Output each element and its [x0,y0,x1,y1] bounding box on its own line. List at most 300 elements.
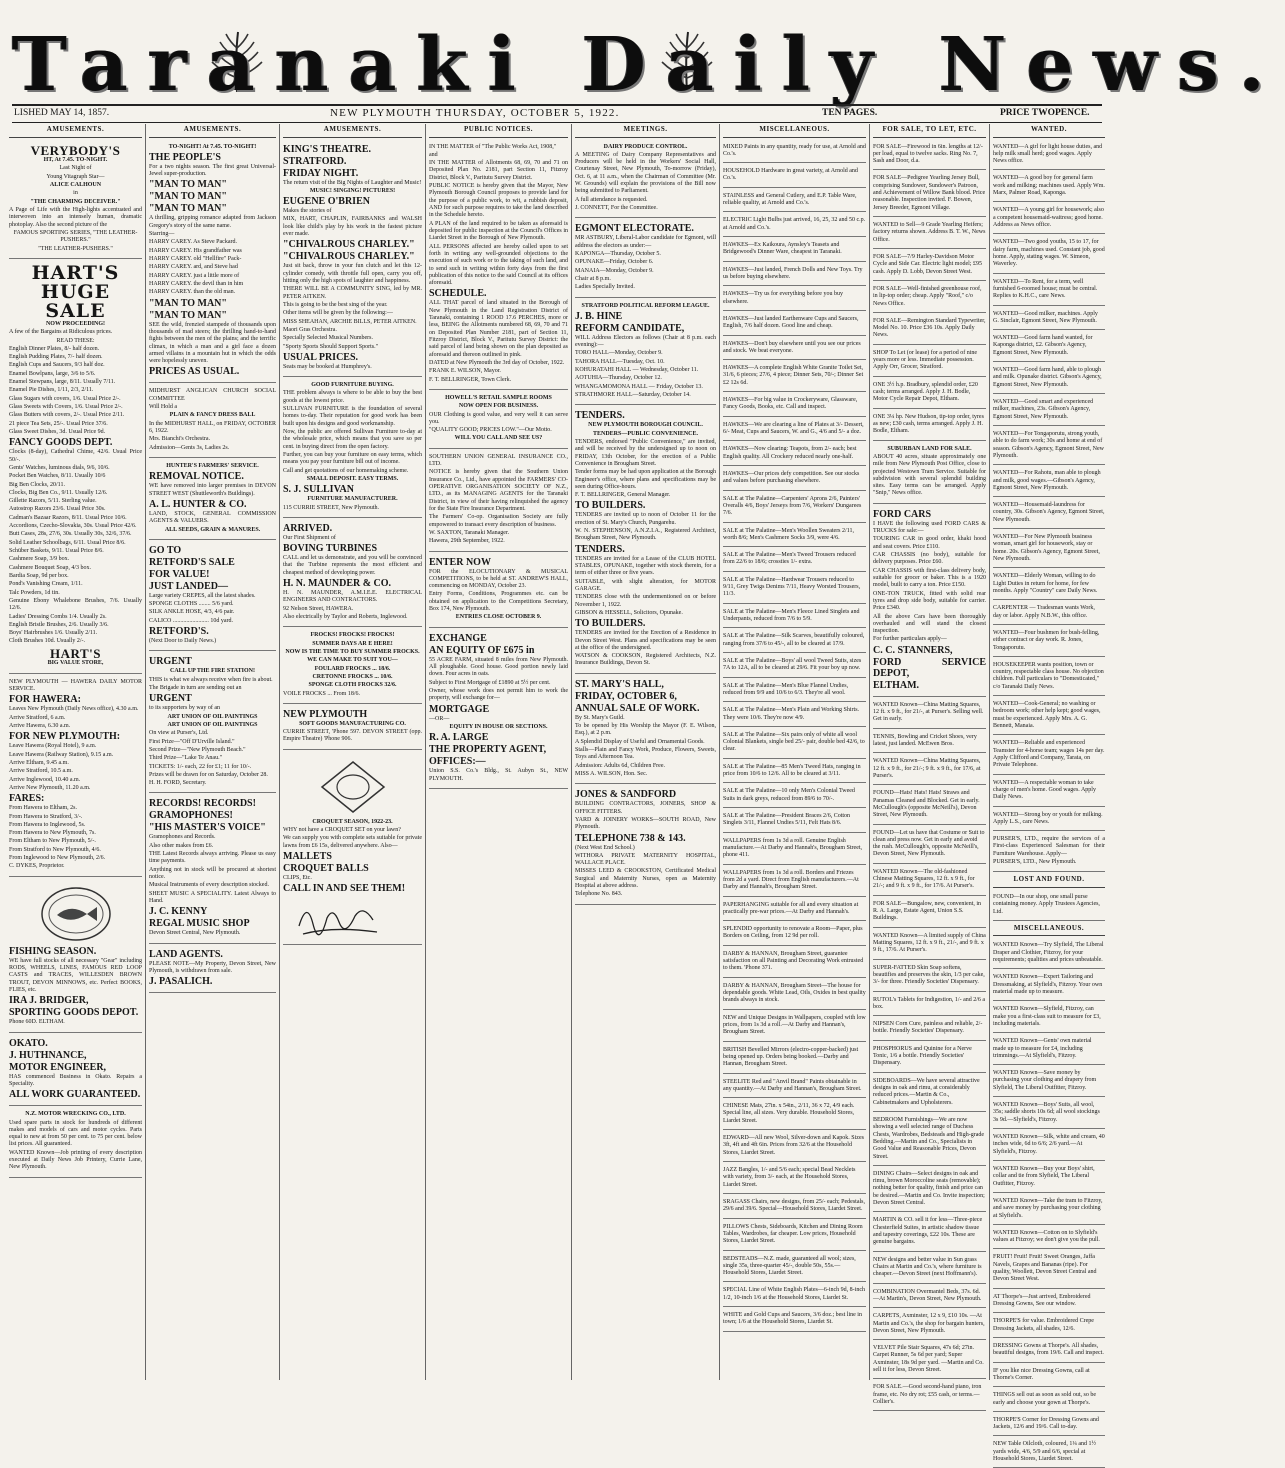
ad-line: THE Latest Records always arriving. Please us easy time payments. [149,851,276,865]
ad-line: Makes the stories of [283,208,332,215]
ad-line: J. B. HINE [575,310,623,322]
ad-line: From Hawera to New Plymouth, 7s. [9,830,96,837]
ad-line: Leaves New Plymouth (Daily News office), 4.30 a.m. [9,706,139,713]
ad-line: 115 CURRIE STREET, New Plymouth. [283,504,379,511]
classified-item: WANTED Known—Expert Tailoring and Dressmaking, at Slyfield's, Fitzroy. Your own material made up to measure. [993,971,1105,1001]
ad-line: By St. Mary's Guild. [575,714,625,721]
ad-line: YARD & JOINERY WORKS—SOUTH ROAD, New Plymouth. [575,816,716,831]
ad-line: MISSES LEED & CROOKSTON, Certificated Medical Surgical and Maternity Nurses, open as Maternity Hospital at above address. [575,868,716,890]
ad-line: Owner, whose work does not permit him to work the property, will exchange for— [429,687,568,702]
ad-line: in [73,190,78,197]
notice-insurance [429,451,568,552]
ad-line: Arrive New Plymouth, 11.20 a.m. [9,784,91,791]
ad-line: MUSIC! SINGING! PICTURES! [309,187,396,194]
ad-exchange [429,630,568,789]
ad-line: CALL IN AND SEE THEM! [283,883,406,895]
ad-line: LAND, STOCK, GENERAL COMMISSION AGENTS & VALUERS. [149,510,276,525]
classified-item: STAINLESS and General Cutlery, and E.P. Table Ware, reliable quality, at Arnold and Co.'s. [723,190,866,213]
ad-line: HARRY CAREY. As Steve Packard. [149,239,238,246]
column-7 [870,124,990,1406]
ad-anglican-ball [149,385,276,458]
classified-item: AT Thorpe's—Just arrived, Embroidered Dressing Gowns, See our window. [993,1291,1105,1314]
ad-line: From Hawera to Stratford, 3/-. [9,813,83,820]
ad-line: NOTICE is hereby given that the Southern Union Insurance Co., Ltd., have appointed the FARMERS' CO-OPERATIVE ORGANISATION SOCIETY OF N.Z., LTD., as its MANAGING AGENTS for the Taranaki District, in view of their having relinquished the agency for the State Fire Insurance Department. [429,469,568,512]
classified-item: SIDEBOARDS—We have several attractive designs in oak and rimu, at considerably reduced prices.—Martin & Co., Cabinetmakers and Upholsterers. [873,1075,986,1112]
ad-hunters-service [149,460,276,540]
ad-line: For further particulars apply— [873,636,947,643]
ad-line: HARRY CAREY. than the old man. [149,289,236,296]
ad-line: SOFT GOODS MANUFACTURING CO. [299,720,406,727]
ad-line: HOWELL'S RETAIL SAMPLE ROOMS [445,394,552,401]
ad-line: ST. MARY'S HALL, [575,678,664,690]
lost-found-list [993,891,1105,921]
classified-item: CHINESE Mats, 27in. x 54in., 2/11, 36 x 72, 4/9 each. Special line, all sizes. Very durable. Household Stores, Liardet Street. [723,1100,866,1130]
ad-line: On view at Purser's, Ltd. [149,730,209,737]
ad-line: ONE-TON TRUCK, fitted with solid rear tyres and drop side body, suitable for carrier. Price £340. [873,590,986,612]
ad-line: SUBURBAN LAND FOR SALE. [887,445,972,452]
ad-line: FANCY GOODS DEPT. [9,437,113,449]
ad-line: FOULARD FROCKS ... 18/6. [314,665,391,672]
ad-line: TENDERS are invited for the Erection of a Residence in Devon Street West. Plans and specifications may be seen at the office of the undersigned. [575,630,716,651]
classified-item: MIXED Paints in any quantity, ready for use, at Arnold and Co.'s. [723,141,866,164]
classified-item: WANTED Known—The old-fashioned Chinese Matting Squares, 12 ft. x 9 ft., for 21/-; and 9 ft. x 9 ft., for 17/6. At Purser's. [873,866,986,896]
ad-line: THE PEOPLE'S [149,151,221,163]
ad-line: WE have full stocks of all necessary "Gear" including RODS, WHEELS, LINES, FAMOUS RED LOOP CASTS and TRACES, WILLESDEN BROWN TROUT, DEVON MINNOWS, etc. Perfect BOOKS, FLIES, etc. [9,957,142,993]
ad-line: WILL Address Electors as follows (Chair at 8 p.m. each evening):— [575,334,716,349]
ad-line: TENDERS. [575,410,625,422]
ad-line: Young Vitagraph Star— [46,173,105,180]
ad-line: MANAIA—Monday, October 9. [575,267,654,274]
column-4 [426,124,572,1380]
classified-item: HAWKES—Just landed Earthenware Cups and Saucers, English, 7/6 half dozen. Good line and cheap. [723,313,866,336]
ad-line: Telephone No. 843. [575,891,623,898]
classified-item: SALE at The Palatine—Men's Fleece Lined Singlets and Underpants, reduced from 7/6 to 5/9. [723,606,866,629]
ad-line: C. C. STANNERS, [873,644,953,656]
ad-line: First Prize—"Off D'Urville Island." [149,738,235,745]
ad-line: TENDERS close with the undermentioned on or before November 1, 1922. [575,594,716,608]
ad-motor-service [9,676,142,877]
ad-line: WILL YOU CALL AND SEE US? [454,435,543,442]
classified-item: WANTED Known—Gents' own material made up to measure for £4, including trimmings.—At Slyfield's, Fitzroy. [993,1035,1105,1065]
ad-line: I HAVE the following used FORD CARS & TRUCKS for sale:— [873,520,986,535]
classified-item: FOR SALE—Bungalow, new, convenient, in R. A. Large, Estate Agent, Union S.S. Buildings. [873,898,986,928]
ad-line: PLEASE NOTE—My Property, Devon Street, New Plymouth, is withdrawn from sale. [149,960,276,974]
ad-line: FRIDAY NIGHT. [283,167,359,179]
ad-line: CAR CHASSIS with first-class delivery body, suitable for grocer or baker. This is a 1920 model, built to carry a ton. Price £150. [873,567,986,589]
ad-line: PLAIN & FANCY DRESS BALL [169,412,256,419]
classified-item: VELVET Pile Stair Squares, 47s 6d; 27in. Carpet Runner, 5s 6d per yard; Super Axminster, 18s 9d per yard. —Martin and Co. sell it for less, Devon Street. [873,1342,986,1379]
ad-line: NEW PLYMOUTH — HAWERA DAILY MOTOR SERVICE. [9,678,142,693]
ad-line: FAMOUS SPORTING SERIES, "THE LEATHER-PUSHERS." [13,229,138,244]
ad-line: GO TO [149,544,182,556]
ad-line: FRIDAY, OCTOBER 6, [575,690,677,702]
ad-fishing-season [9,879,142,1033]
ad-line: HARRY CAREY. old "Hellfire" Pack- [149,256,242,263]
ad-line: SUMMER DAYS AR E HERE! [312,640,393,647]
classified-item: NEW designs and better value in Sun grass Chairs at Martin and Co.'s, where furniture is cheaper.—Devon Street (next Hoffmann's). [873,1254,986,1284]
ad-line: TOURING CAR in good order, khaki hood and seat covers. Price £110. [873,536,986,550]
section-heading: MISCELLANEOUS. [723,124,866,138]
ad-line: SPORTING GOODS DEPOT. [9,1007,139,1019]
ad-line: HARRY CAREY. His grandfather was [149,247,242,254]
classified-item: CARPETS, Axminster, 12 x 9, £10 10s. —At Martin and Co.'s, the shop for bargain hunters, Devon Street, New Plymouth. [873,1310,986,1340]
ad-line: AOTUHIA—Thursday, October 12. [575,375,662,382]
ad-line: ENTER NOW [429,556,491,568]
ad-line: Genuine Ebony Whalebone Brushes, 7/6. Usually 12/6. [9,597,142,612]
ad-kings-theatre [283,141,422,378]
classified-item: RUTOL's Tablets for Indigestion, 1/- and 2/6 a box. [873,994,986,1017]
ad-line: Ladies' Dressing Combs 1/4. Usually 2s. [9,613,107,620]
ad-line: Admission: Adults 6d, Children Free. [575,762,665,769]
ad-line: Large variety CREPES, all the latest shades. [149,592,256,599]
ad-line: SEE the wild, frenzied stampede of thousands upon thousands of mad steers; the thrilling hand-to-hand fights between the men of the plains; and the terrific climax, in which a man and a girl face a dozen armed villains in a mountain hut in which the odds were hopelessly uneven. [149,321,276,365]
classified-item: FOUND—Hats! Hats! Hats! Straws and Panamas Cleaned and Blocked. Get in early. McCullough's (opposite McNeill's), Devon Street, New Plymouth. [873,787,986,824]
classified-item: WANTED Known—Save money by purchasing your clothing and drapery from Slyfield, The Liberal Outfitter, Fitzroy. [993,1067,1105,1097]
ad-line: CROQUET SEASON, 1922-23. [312,818,393,825]
ad-line: Starring— [149,231,175,238]
classified-item: WANTED Known—Take the tram to Fitzroy, and save money by purchasing your clothing at Slyfield's. [993,1195,1105,1225]
ad-line: H. N. MAUNDER & CO. [283,578,392,590]
ad-line: BOVING TURBINES [283,543,378,555]
established-note: LISHED MAY 14, 1857. [14,108,110,118]
classified-item: WANTED to Sell—9 Grade Yearling Heifers; factory returns shown. Address B. T. W., News Office. [873,219,986,249]
issue-date: NEW PLYMOUTH THURSDAY, OCTOBER 5, 1922. [330,107,620,119]
ad-line: Chair at 8 p.m. [575,275,611,282]
classified-list [723,141,866,1332]
ad-line: DAIRY PRODUCE CONTROL. [603,143,688,150]
ad-line: TENDERS—PUBLIC CONVENIENCE. [592,430,699,437]
ad-line: TO BUILDERS. [575,500,646,512]
classified-item: PHOSPHORUS and Quinine for a Nerve Tonic, 1/6 a bottle. Friendly Societies' Dispensary. [873,1043,986,1073]
ad-line: JUST LANDED— [149,580,228,592]
ad-line: CRETONNE FROCKS ... 10/6. [312,673,393,680]
ad-line: FRANK E. WILSON, Mayor. [429,368,501,375]
ad-line: Arrive Stratford, 6 a.m. [9,714,66,721]
classified-item: SALE at The Palatine—Silk Scarves, beautifully coloured, ranging from 37/6 to 45/-, all to be cleared at 17/9. [723,630,866,653]
ad-line: ALL PERSONS affected are hereby called upon to set forth in writing any well-grounded objections to the execution of such work or to the taking of such land, and to send such in writing within forty days from the first publication of this notice to the said Council at its offices aforesaid. [429,243,568,287]
ad-line: EGMONT ELECTORATE. [575,223,694,235]
ad-line: PURSER'S, LTD., require the services of a First-class Experienced Salesman for their Furniture Warehouse. Apply— [993,836,1105,857]
ad-line: "THE CHARMING DECEIVER." [30,198,121,205]
ad-line: STRATFORD. [283,155,347,167]
classified-item: HAWKES—Just landed, French Dolls and New Toys. Try us before buying elsewhere. [723,264,866,287]
ad-line: Seats may be booked at Humphrey's. [283,363,372,370]
classified-item: BRITISH Bevelled Mirrors (electro-copper-backed) just being opened up. Orders being booked.—Darby and Hannan, Brougham Street. [723,1044,866,1074]
ad-line: PRICES AS USUAL. [149,366,240,378]
classified-item: WANTED—For New Plymouth business woman, smart girl for housework, stay or home. 20s. Gibson's Agency, Egmont Street, New Plymouth. [993,531,1105,568]
ad-line: Our First Shipment of [283,534,336,541]
ad-line: Subject to First Mortgage of £1890 at 5½ per cent. [429,679,551,686]
ad-line: "CHIVALROUS CHARLEY." [283,251,415,263]
ad-line: Stalls—Plain and Fancy Work, Produce, Flowers, Sweets, Toys and Afternoon Tea. [575,747,716,761]
ad-line: Arrive Eltham, 9.45 a.m. [9,759,69,766]
ad-line: Gramophones and Records. [149,834,216,841]
classified-item: SALE at The Palatine—85 Men's Tweed Hats, ranging in price from 10/6 to 12/6. All to be cleared at 3/11. [723,761,866,784]
classified-item: HAWKES—Our prices defy competition. See our stocks and values before purchasing elsewhere. [723,468,866,491]
ad-line: FARES: [9,793,45,805]
ad-line: CAR CHASSIS (no body), suitable for delivery purposes. Price £60. [873,552,986,566]
ad-title: HART'S [50,645,101,661]
ad-line: HT, At 7.45. TO-NIGHT. [43,157,108,164]
ad-motor-wrecking [9,1108,142,1178]
classified-item: HAWKES—We are clearing a line of Plates at 3/- Dessert, 6/- Meat, Cups and Saucers, W. and G., 4/6 and 5/- a doz. [723,419,866,442]
classified-item: WANTED—Housemaid-laundress for country, 30s. Gibson's Agency, Egmont Street, New Plymouth. [993,499,1105,529]
ad-line: Cashmere Bouquet Soap, 4/3 box. [9,564,91,571]
ad-line: REFORM CANDIDATE, [575,322,685,334]
ad-line: NOW PROCEEDING! [45,320,106,327]
classified-item: HAWKES—Now clearing: Teapots, from 2/- each; best English quality. All Crockery reduced nearly one-half. [723,443,866,466]
ad-line: (Next West End School.) [575,844,635,851]
ad-line: For a two nights season. The first great Universal-Jewel super-production. [149,163,276,178]
ad-line: BIG VALUE STORE, [47,660,104,667]
ad-line: This is going to be the best sing of the year. [283,301,388,308]
classified-item: THORPE'S Corner for Dressing Gowns and Jackets, 12/6 and 19/6. Call to-day. [993,1414,1105,1437]
ad-line: Arrive Stratford, 10.5 a.m. [9,768,73,775]
notice-st-marys [575,676,716,785]
ad-line: Now, the public are offered Sullivan Furniture to-day at the wholesale price, which means that you save so per cent. in buying direct from the open factory. [283,429,422,450]
ad-line: FISHING SEASON. [9,945,97,957]
ad-suburban-land [873,443,986,504]
ad-line: The Farmers' Co-op. Organisation Society are fully empowered to transact every description of business. [429,514,568,528]
ad-line: CALL UP THE FIRE STATION! [169,668,256,675]
ad-frocks [283,629,422,704]
ad-line: Mrs. Bianchi's Orchestra. [149,436,211,443]
ad-line: STRATFORD POLITICAL REFORM LEAGUE. [581,302,710,309]
ad-line: Cloth Brushes 10d. Usually 2/-. [9,638,85,645]
classified-item: HOUSEKEEPER wants position, town or country, respectable class house. No objection children. Full particulars to "Domesticated," c/o Taranaki Daily News. [993,659,1105,696]
column-2 [146,124,280,1380]
ad-line: Big Ben Clocks, 20/11. [9,481,65,488]
ad-huthnance [9,1035,142,1107]
classified-item: FOUND—Let us have that Costume or Suit to clean and press now. Get in early and avoid the rush. McCullough's, opposite McNeill's, Devon Street, New Plymouth. [873,827,986,864]
ad-line: TO-NIGHT! At 7.45. TO-NIGHT! [168,143,257,150]
ad-line: MOTOR ENGINEER, [9,1061,107,1073]
ad-line: Butt Cases, 28s, 27/6, 30s. Usually 30s, 32/6, 37/6. [9,531,132,538]
ad-line: Glass Sweets with Covers, 1/6. Usual Price 2/-. [9,404,123,411]
fish-seal-icon [39,885,113,943]
ad-line: "HIS MASTER'S VOICE" [149,822,266,834]
ad-line: F. T. BELLRINGER, General Manager. [575,492,671,499]
ad-line: F. T. BELLRINGER, Town Clerk. [429,376,512,383]
ad-line: HARRY CAREY. ard, and Steve had [149,264,238,271]
ad-line: TENDERS. [575,543,625,555]
ad-line: Also other makes from £6. [149,842,214,849]
ad-line: ART UNION OF OIL PAINTINGS [167,721,258,728]
classified-item: TENNIS, Bowling and Cricket Shoes, very latest, just landed. McEwen Bros. [873,731,986,754]
section-heading: AMUSEMENTS. [9,124,142,138]
classified-item: WANTED—A respectable woman to take charge of men's home. Good wages. Apply Daily News. [993,777,1105,807]
ad-line: CROQUET BALLS [283,863,369,875]
ad-line: SCHEDULE. [429,288,487,300]
ad-line: Anything not in stock will be procured at shortest notice. [149,866,276,881]
ad-line: Bardia Soap, 9d per box. [9,572,69,579]
ad-line: NEW PLYMOUTH [283,708,368,720]
ad-line: Ladies Specially Invited. [575,284,635,291]
ad-line: Devon Street Central, New Plymouth. [149,930,241,937]
classified-item: FOR SALE—Remington Standard Typewriter, Model No. 10. Price £36 10s. Apply Daily News. [873,315,986,345]
ad-line: Admission—Gents 3s, Ladies 2s. [149,444,230,451]
ad-line: CURRIE STREET, 'Phone 597. DEVON STREET (opp. Empire Theatre) 'Phone 906. [283,729,422,743]
ad-line: We can supply you with complete sets suitable for private lawns from £6 15s, delivered anywhere. Also— [283,835,422,849]
ad-line: From Eltham to New Plymouth, 5/-. [9,838,96,845]
ad-line: (Next Door to Daily News.) [149,638,217,645]
ad-line: FURNITURE MANUFACTURER. [307,496,398,503]
ad-line: Enamel Pie Dishes, 1/11, 2/3, 2/11. [9,387,94,394]
wanted-known-list [873,699,986,1412]
notice-egmont-electorate [575,220,716,297]
classified-item: WANTED Known—Try Slyfield, The Liberal Draper and Clothier, Fitzroy, for your requirements; qualities and prices unbeatable. [993,939,1105,969]
classified-item: SRAGASS Chairs, new designs, from 25/- each; Pedestals, 29/6 and 39/6. Special—Household Stores, Liardet Street. [723,1196,866,1219]
ad-line: to its supporters by way of an [149,705,220,712]
ad-line: Phone 60D. ELTHAM. [9,1019,65,1026]
ad-line: TENDERS, endorsed "Public Convenience," are invited, and will be received by the undersigned up to noon on FRIDAY, 13th October, for the erection of a Public Convenience in Brougham Street. [575,438,716,467]
classified-item: SUPER-FATTED Skin Soap softens, beautifies and preserves the skin, 1/3 per cake, 3/- for three. Friendly Societies' Dispensary. [873,962,986,992]
ad-line: TELEPHONE 738 & 143. [575,832,686,844]
classified-item: FOUND—In our shop, one small purse containing money. Apply Trustees Agencies, Ltd. [993,891,1105,921]
ad-line: WE have removed into larger premises in DEVON STREET WEST (Shuttleworth's Buildings). [149,483,276,497]
newspaper-title: Taranaki Daily News. [12,22,1285,108]
ad-line: English Pudding Plates, 7/- half dozen. [9,354,103,361]
ad-line: Other items will be given by the following:— [283,310,393,317]
ad-line: Cadman's Bazaar Razors, 8/11. Usual Price 10/6. [9,514,127,521]
ad-line: GOOD FURNITURE BUYING. [311,382,394,389]
classified-item: SPECIAL Line of White English Plates—6-inch 9d, 8-inch 1/2, 10-inch 1/6 at the Household Stores, Liardet St. [723,1284,866,1307]
ad-line: HARRY CAREY. just a little more of [149,272,240,279]
ad-line: Entry Forms, Conditions, Programmes etc. can be obtained on application to the Competitions Secretary, Box 174, New Plymouth. [429,591,568,613]
ad-line: Enamel Stewpans, large, 8/11. Usually 7/11. [9,379,116,386]
classified-item: FOR SALE—Well-finished greenhouse roof, in lip-top order; cheap. Apply "Roof," c/o News Office. [873,283,986,313]
ad-line: FOR the ELOCUTIONARY & MUSICAL COMPETITIONS, to be held at ST. ANDREW'S HALL, commencing on MONDAY, October 23. [429,568,568,590]
classified-item: NEW and Unique Designs in Wallpapers, coupled with low prices, from 1s 3d a roll.—At Darby and Hannan's, Brougham Street. [723,1012,866,1042]
ad-line: IN THE MATTER of Allotments 68, 69, 70 and 71 on Deposited Plan No. 2181, part Section 11, Fitzroy District, Block V., Paritutu Survey District. [429,160,568,181]
classified-item: WANTED—For Tongaporutu, strong youth, able to do farm work; 30s and home at end of season. Gibson's Agency, Egmont Street, New Plymouth. [993,428,1105,465]
ad-line: 55 ACRE FARM, situated 8 miles from New Plymouth. All ploughable. Good house. Good portion newly laid down. Four acres in oats. [429,656,568,678]
classified-item: WHITE and Gold Cups and Saucers, 3/6 doz.; best line in town; 1/6 at the Household Stores, Liardet St. [723,1309,866,1332]
ad-line: English Cups and Saucers, 9/3 half doz. [9,362,105,369]
ad-line: Also electrically by Taylor and Roberts, Inglewood. [283,614,408,621]
ad-line: SPONGE CLOTH FROCKS 32/6. [308,682,397,689]
ad-body [283,819,422,895]
classified-item: FOR SALE—Firewood in 6in. lengths at 12/- per load, equal to twelve sacks. Ring No. 7, Sash and Door, d.a. [873,141,986,171]
ad-line: KING'S THEATRE. [283,143,371,155]
ad-line: Second Prize—"New Plymouth Beach." [149,746,246,753]
classified-item: SALE at The Palatine—10 only Men's Colonial Tweed Suits in dark greys, reduced from 89/6 to 70/-. [723,785,866,808]
ad-line: Solid Leather Schoolbags, 6/11. Usual Price 8/6. [9,539,126,546]
ad-line: NOW IS THE TIME TO BUY SUMMER FROCKS. [285,648,420,655]
ad-retfords-sale [149,542,276,652]
ad-line: NEW PLYMOUTH BOROUGH COUNCIL. [588,422,703,429]
ad-line: Cashmere Soap, 3/9 box. [9,556,70,563]
ad-line: 92 Nelson Street, HAWERA. [283,605,354,612]
ad-line: THE problem always is where to be able to buy the best goods at the lowest price. [283,390,422,404]
ad-line: ALICE CALHOUN [49,182,102,189]
ad-everybodys [9,141,142,259]
ad-ford-cars [873,506,986,697]
ad-line: Pocket Ben Watches, 8/11. Usually 10/6 [9,473,106,480]
ad-land-agents [149,946,276,994]
price-list [9,346,142,646]
ad-line: FOR NEW PLYMOUTH: [9,731,121,743]
ad-line: The return visit of the Big Nights of Laughter and Music! [283,179,422,186]
ad-line: TORO HALL—Monday, October 9. [575,350,663,357]
ad-line: TENDERS are invited for a Lease of the CLUB HOTEL STABLES, OPUNAKE, together with stock therein, for a term of either three or five years. [575,555,716,577]
ad-line: English Dinner Plates, 8/- half dozen. [9,345,100,352]
ad-line: A thrilling, gripping romance adapted from Jackson Gregory's story of the same name. [149,215,276,229]
classified-item: WANTED—Cook-General; no washing or bedroom work; other help kept; good wages, must be experienced. Apply Mrs. A. G. Bennett, Manaia. [993,698,1105,735]
ad-line: The Brigade in turn are sending out an [149,685,242,692]
ad-line: In the MIDHURST HALL, on FRIDAY, OCTOBER 6, 1922. [149,420,276,435]
ad-line: HUNTER'S FARMERS' SERVICE. [166,462,259,469]
ad-line: URGENT [149,656,192,668]
classified-item: WANTED—Good farm hand wanted, for Kaponga district, £2. Gibson's Agency, Egmont Street, New Plymouth. [993,332,1105,362]
section-heading: AMUSEMENTS. [283,124,422,138]
classified-item: SALE at The Palatine—Men's Woollen Sweaters 2/11, worth 8/6; Men's Cashmere Socks 3/9, were 4/6. [723,525,866,548]
ad-line: Schüber Baskets, 9/11. Usual Price 8/6. [9,548,104,555]
classified-item: WALLPAPERS from 1s 3d a roll. Genuine English manufacture.—At Darby and Hannah's, Brougham Street, phone 411. [723,835,866,865]
classified-item: SPLENDID opportunity to renovate a Room—Paper, plus Borders on Ceiling, from 12 9d per roll. [723,923,866,946]
ad-line: Hawera, 29th September, 1922. [429,538,505,545]
ad-line: MR ASTBURY, Liberal-Labor candidate for Egmont, will address the electors as under:— [575,235,716,249]
ad-line: LAND AGENTS. [149,948,223,960]
ad-line: THERE WILL BE A COMMUNITY SING, led by MR. PETER AITKEN. [283,286,422,300]
ad-line: A full attendance is requested. [575,196,648,203]
ad-line: Prizes will be drawn for on Saturday, October 28. [149,771,268,778]
classified-item: FRUIT! Fruit! Fruit! Sweet Oranges, Jaffa Navels, Grapes and Bananas (ripe). For quality, Woollett, Devon Street Central and Devon Street West. [993,1251,1105,1288]
ad-line: H. N. MAUNDER, A.M.I.E.E. ELECTRICAL ENGINEERS AND CONTRACTORS. [283,590,422,604]
ad-line: Further, you can buy your furniture on easy terms, which means you pay your furniture bill out of income. [283,451,422,466]
section-heading: PUBLIC NOTICES. [429,124,568,138]
ad-line: Glass Butters with covers, 2/-. Usual Price 2/11. [9,412,125,419]
ad-line: Arrive Hawera, 6.30 a.m. [9,723,71,729]
ad-line: Leave Hawera (Railway Station), 9.15 a.m. [9,751,114,758]
ad-line: DATED at New Plymouth the 3rd day of October, 1922. [429,359,565,366]
ad-line: FROCKS! FROCKS! FROCKS! [310,632,395,639]
ad-line: TAHORA HALL—Tuesday, Oct. 10. [575,358,665,365]
ad-line: A MEETING of Dairy Company Representatives and Producers will be held in the Workers' Social Hall, Courtenay Street, New Plymouth, To-morrow (Friday), Oct. 6, at 11 a.m., when the Chairman of Committee (Mr. W. Grounds) will explain the provisions of the Bill now being submitted to Parliament. [575,151,716,195]
ad-line: REMOVAL NOTICE. [149,471,244,483]
classified-item: WALLPAPERS from 1s 3d a roll. Borders and Friezes from 2d a yard. Direct from English manufacturers.—At Darby and Hannah's, Brougham Street. [723,867,866,897]
classified-item: HAWKES—Don't buy elsewhere until you see our prices and stock. We beat everyone. [723,338,866,361]
ad-line: All the above Cars have been thoroughly overhauled and will stand the closest inspection. [873,613,986,635]
ad-line: IRA J. BRIDGER, [9,995,89,1007]
ad-line: Autostrop Razors 23/6. Usual Price 30s. [9,506,106,513]
ad-line: To be opened by His Worship the Mayor (F. E. Wilson, Esq.), at 2 p.m. [575,723,716,737]
ad-body [9,946,142,1027]
ad-sullivan-furniture [283,379,422,518]
ad-records [149,795,276,943]
ad-line: MISS A. WILSON, Hon. Sec. [575,770,648,777]
ad-line: OPUNAKE—Friday, October 6. [575,259,654,266]
section-heading: WANTED. [993,124,1105,138]
ad-line: NOW OPEN FOR BUSINESS. [458,403,539,410]
ad-line: VOILE FROCKS ... From 18/6. [283,690,361,697]
classified-item: NIPSEN Corn Cure, painless and reliable, 2/- bottle. Friendly Societies' Dispensary. [873,1018,986,1041]
ad-line: "THE LEATHER-PUSHERS." [38,245,113,252]
ad-line: J. C. KENNY [149,906,208,918]
ad-line: A few of the Bargains at Ridiculous prices. [9,329,113,336]
ad-line: CALICO ........................ 10d yard. [149,617,233,624]
classified-item: WANTED Known—China Matting Squares, 12 ft. x 9 ft., for 21/-, at Purser's. Selling well. Get in early. [873,699,986,729]
ad-line: "MAN TO MAN" [149,309,227,321]
ad-title: SALE [45,299,106,322]
ad-line: URGENT [149,693,192,705]
ad-harts-sale [9,261,142,674]
ad-line: ENTRIES CLOSE OCTOBER 9. [455,614,542,621]
classified-item: JAZZ Bangles, 1/- and 5/6 each; special Bead Necklets with variety, from 3/- each, at the Household Stores, Liardet Street. [723,1164,866,1194]
ad-line: A. L. HUNTER & CO. [149,498,247,510]
notice-dairy-meeting [575,141,716,219]
classified-item: FOR SALE—Pedigree Yearling Jersey Bull, comprising Sundower, Sundower's Patroon, and Achievement of Willow Bank blood. Price reasonable. Inspection invited. F. Bowen, Jersey Breeder, Egmont Village. [873,172,986,217]
